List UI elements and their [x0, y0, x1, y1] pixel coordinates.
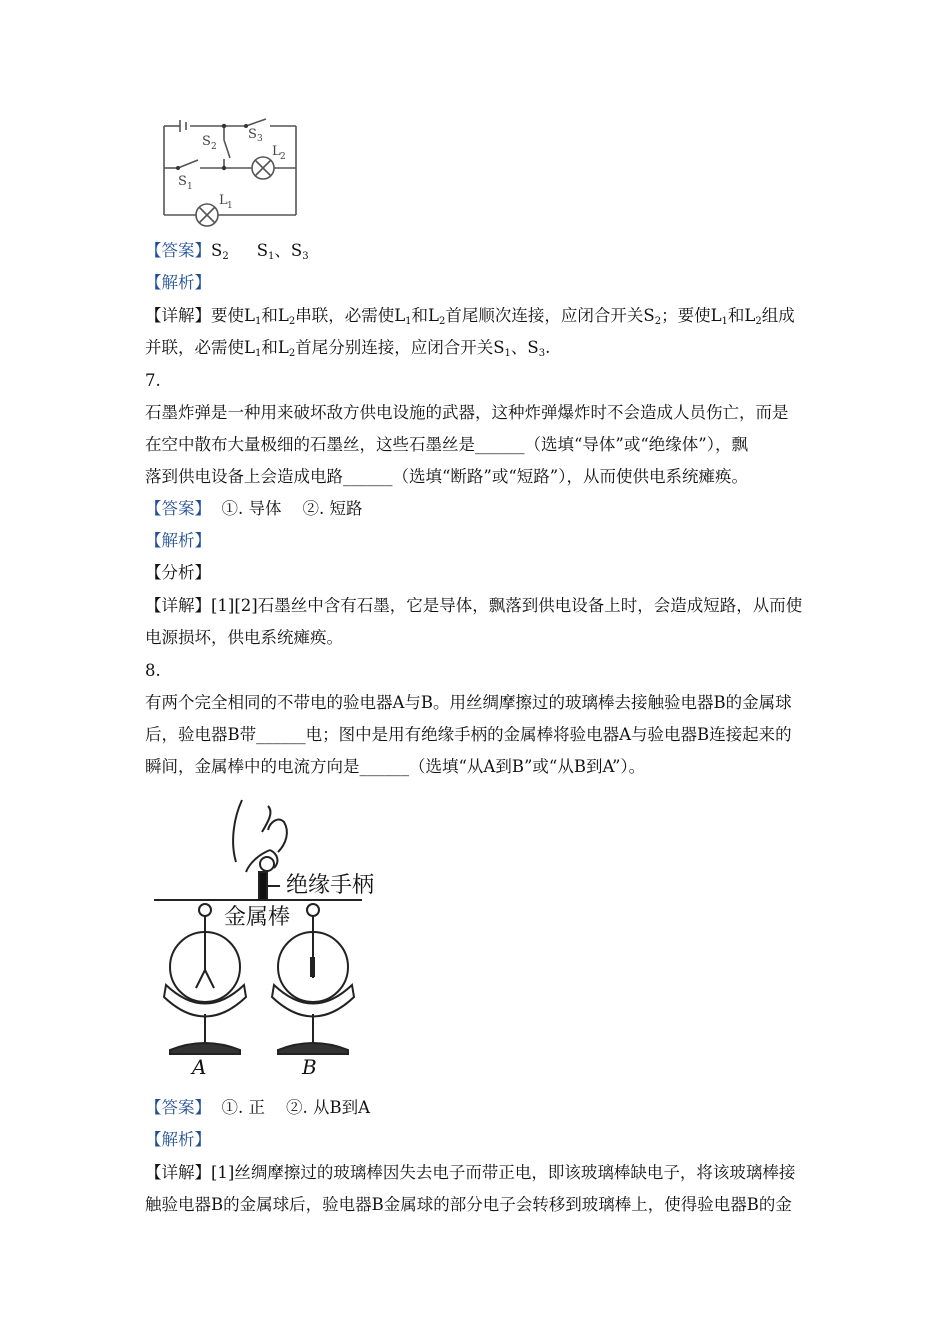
label-l1: L [219, 193, 228, 208]
label-s2-sub: 2 [211, 142, 217, 152]
q8-stem-line-3: 瞬间，金属棒中的电流方向是______（选填“从A到B”或“从B到A”）。 [145, 757, 646, 776]
q6-analysis-tag: 【解析】 [145, 273, 211, 292]
q7-stem-line-1: 石墨炸弹是一种用来破坏敌方供电设施的武器，这种炸弹爆炸时不会造成人员伤亡，而是 [145, 403, 789, 422]
q8-number: 8. [145, 661, 161, 680]
q7-fenxi-tag: 【分析】 [145, 563, 211, 582]
label-l1-sub: 1 [227, 201, 233, 211]
q6-detail-line-1: 【详解】要使$L_1$和$L_2$串联，必需使$L_1$和$L_2$首尾顺次连接，应闭合开关$S_2$；要使$L_1$和$L_2$组成 [145, 306, 795, 327]
label-s3-sub: 3 [257, 134, 263, 144]
q8-answer-line [145, 1097, 370, 1119]
q8-analysis-tag: 【解析】 [145, 1130, 211, 1149]
q8-detail-line-2: 触验电器B的金属球后，验电器B金属球的部分电子会转移到玻璃棒上，使得验电器B的金 [145, 1195, 792, 1214]
q8-stem-line-1: 有两个完全相同的不带电的验电器A与B。用丝绸摩擦过的玻璃棒去接触验电器B的金属球 [145, 693, 792, 712]
q7-answer-line [145, 498, 362, 520]
label-insulated-handle: 绝缘手柄 [286, 873, 375, 898]
label-s3: S [248, 127, 257, 142]
label-s1-sub: 1 [187, 182, 193, 192]
label-b: B [302, 1055, 317, 1079]
q7-stem-line-3: 落到供电设备上会造成电路______（选填“断路”或“短路”），从而使供电系统瘫痪。 [145, 467, 748, 486]
q8-detail-line-1: 【详解】[1]丝绸摩擦过的玻璃棒因失去电子而带正电，即该玻璃棒缺电子，将该玻璃棒接 [145, 1163, 796, 1182]
q7-answer-tag: 【答案】 [145, 499, 211, 518]
q8-stem-line-2: 后，验电器B带______电；图中是用有绝缘手柄的金属棒将验电器A与验电器B连接起来的 [145, 725, 792, 744]
label-s2: S [202, 134, 211, 149]
q7-detail-line-1: 【详解】[1][2]石墨丝中含有石墨，它是导体，飘落到供电设备上时，会造成短路，从而使 [145, 596, 803, 615]
q6-answer-line: 【答案】$S_2$ $S_1$、$S_3$ [145, 241, 309, 262]
q7-stem-line-2: 在空中散布大量极细的石墨丝，这些石墨丝是______（选填“导体”或“绝缘体”），飘 [145, 435, 748, 454]
label-metal-rod: 金属棒 [224, 905, 291, 930]
label-l2-sub: 2 [280, 152, 286, 162]
q8-answer: ①. 正 ②. 从B到A [211, 1098, 370, 1117]
label-s1: S [178, 174, 187, 189]
q7-analysis-tag: 【解析】 [145, 531, 211, 550]
electroscope-diagram [150, 792, 400, 1082]
q7-detail-line-2: 电源损坏，供电系统瘫痪。 [145, 628, 343, 647]
q8-answer-tag: 【答案】 [145, 1098, 211, 1117]
q7-number: 7. [145, 371, 161, 390]
q6-detail-line-2: 并联，必需使$L_1$和$L_2$首尾分别连接，应闭合开关$S_1$、$S_3$. [145, 338, 551, 359]
circuit-diagram [150, 112, 310, 230]
q7-answer: ①. 导体 ②. 短路 [211, 499, 363, 518]
label-l2: L [272, 144, 281, 159]
q6-answer-tag: 【答案】 [145, 241, 211, 260]
label-a: A [192, 1055, 207, 1079]
